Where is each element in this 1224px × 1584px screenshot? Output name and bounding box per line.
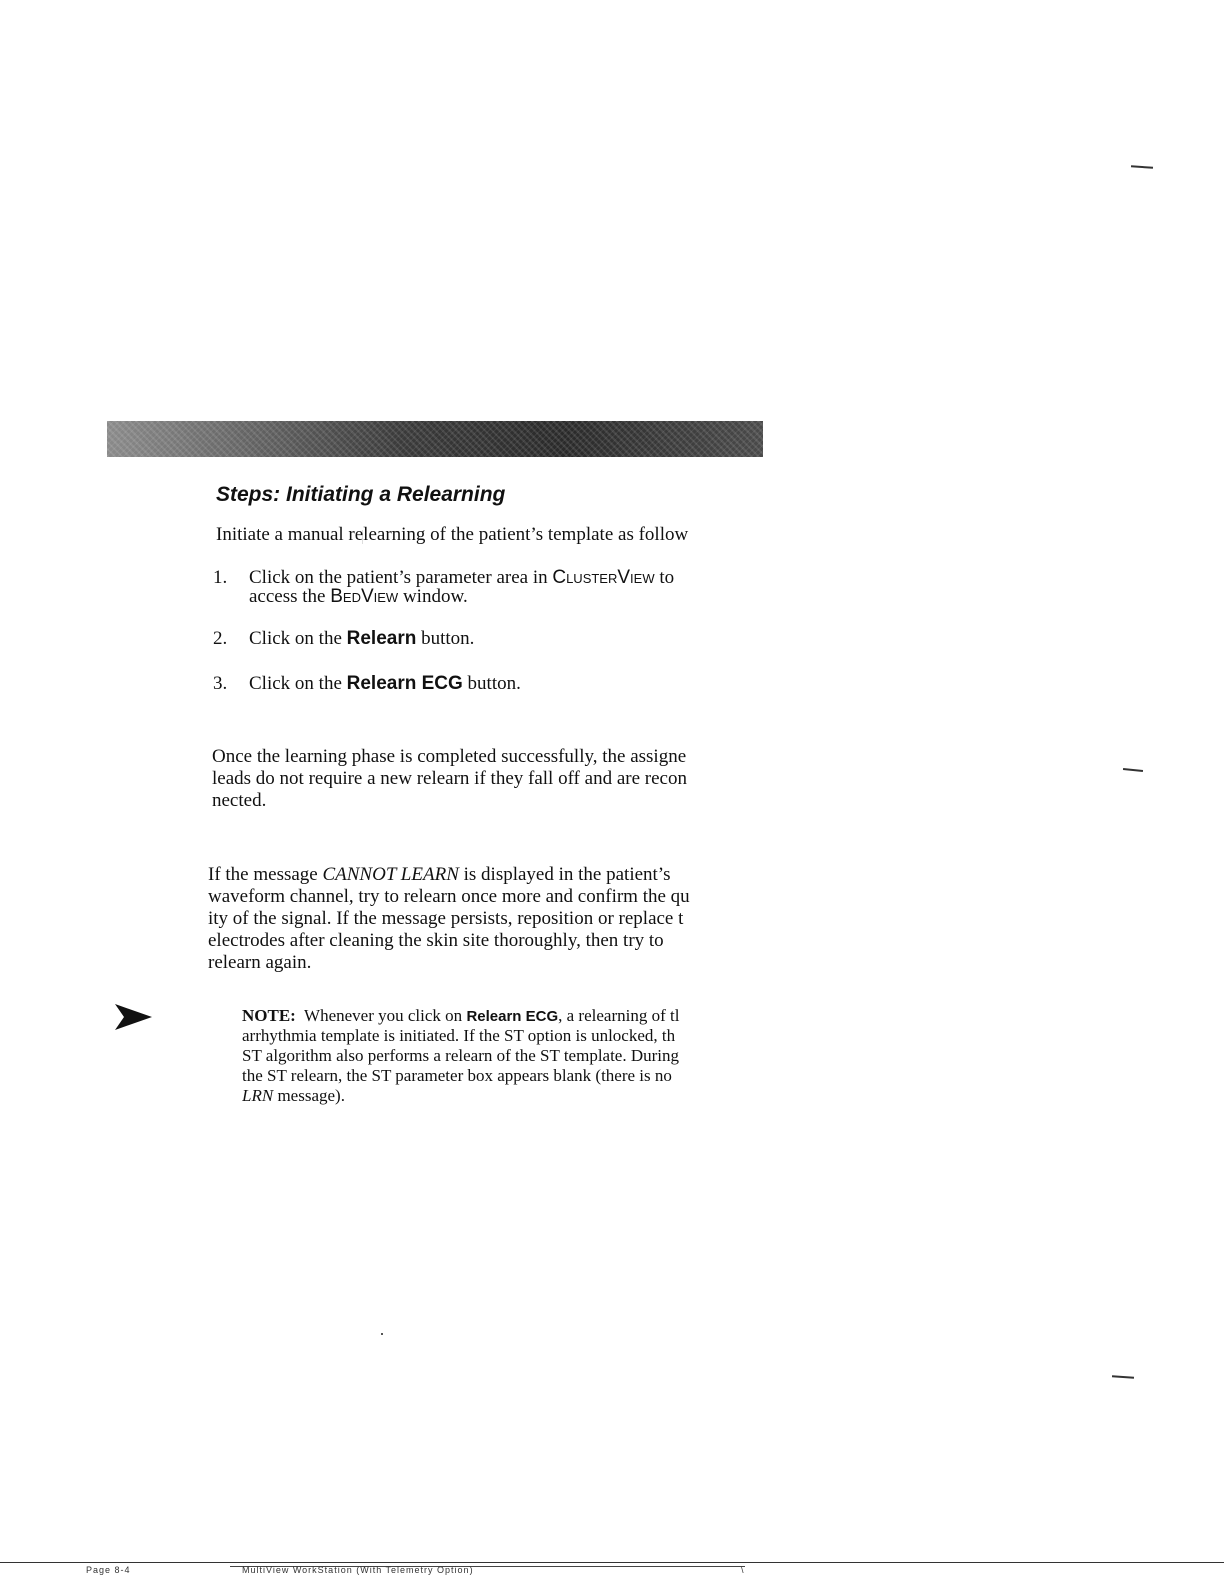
step-number: 2. xyxy=(213,628,228,649)
note-line: message). xyxy=(273,1086,345,1105)
margin-mark xyxy=(1112,1375,1134,1379)
relearn-ecg-button-label: Relearn ECG xyxy=(346,673,463,694)
step-text: access the xyxy=(249,586,331,607)
footer-rule xyxy=(0,1562,1224,1563)
margin-mark xyxy=(1131,165,1153,169)
section-banner xyxy=(107,421,763,457)
paragraph-line: nected. xyxy=(212,790,267,811)
note-line: the ST relearn, the ST parameter box appears blank (there is no xyxy=(242,1066,672,1085)
footer-page-number: Page 8-4 xyxy=(86,1565,131,1575)
step-number: 3. xyxy=(213,673,228,694)
step-number: 1. xyxy=(213,567,228,588)
step-text: to xyxy=(654,567,675,588)
paragraph-line: waveform channel, try to relearn once more and confirm the qu xyxy=(208,886,690,907)
clusterview-term: ClusterView xyxy=(552,567,655,588)
note-label: NOTE: xyxy=(242,1006,296,1025)
paragraph-line: ity of the signal. If the message persists, reposition or replace t xyxy=(208,908,684,929)
paragraph-line: relearn again. xyxy=(208,952,312,973)
note-block xyxy=(242,1006,764,1106)
margin-mark xyxy=(1123,768,1143,772)
step-3 xyxy=(213,673,765,699)
paragraph-line: If the message xyxy=(208,864,323,885)
cannot-learn-paragraph xyxy=(208,864,765,974)
footer-mark: \ xyxy=(741,1565,745,1575)
paragraph-line: is displayed in the patient’s xyxy=(458,864,671,885)
paragraph-line: electrodes after cleaning the skin site thoroughly, then try to xyxy=(208,930,664,951)
step-text: Click on the xyxy=(249,673,347,694)
intro-text: Initiate a manual relearning of the patient’s template as follow xyxy=(216,524,689,545)
learning-paragraph xyxy=(212,746,758,812)
step-text: Click on the xyxy=(249,628,347,649)
step-text: Click on the patient’s parameter area in xyxy=(249,567,553,588)
note-line: ST algorithm also performs a relearn of the ST template. During xyxy=(242,1046,680,1065)
lrn-message: LRN xyxy=(242,1086,274,1105)
step-text: button. xyxy=(416,628,475,649)
note-line: Whenever you click on xyxy=(304,1006,467,1025)
step-2 xyxy=(213,628,765,654)
step-text: window. xyxy=(398,586,468,607)
relearn-button-label: Relearn xyxy=(346,628,417,649)
section-heading: Steps: Initiating a Relearning xyxy=(216,483,506,506)
scan-speck xyxy=(381,1333,383,1335)
footer-title: MultiView WorkStation (With Telemetry Option) xyxy=(242,1565,474,1575)
relearn-ecg-label: Relearn ECG xyxy=(466,1008,559,1025)
note-arrow-icon xyxy=(114,1003,154,1036)
paragraph-line: leads do not require a new relearn if they fall off and are recon xyxy=(212,768,687,789)
bedview-term: BedView xyxy=(330,586,399,607)
paragraph-line: Once the learning phase is completed successfully, the assigne xyxy=(212,746,687,767)
step-1 xyxy=(213,567,765,615)
note-line: , a relearning of tl xyxy=(558,1006,680,1025)
note-line: arrhythmia template is initiated. If the ST option is unlocked, th xyxy=(242,1026,676,1045)
cannot-learn-message: CANNOT LEARN xyxy=(322,864,459,885)
step-text: button. xyxy=(462,673,521,694)
